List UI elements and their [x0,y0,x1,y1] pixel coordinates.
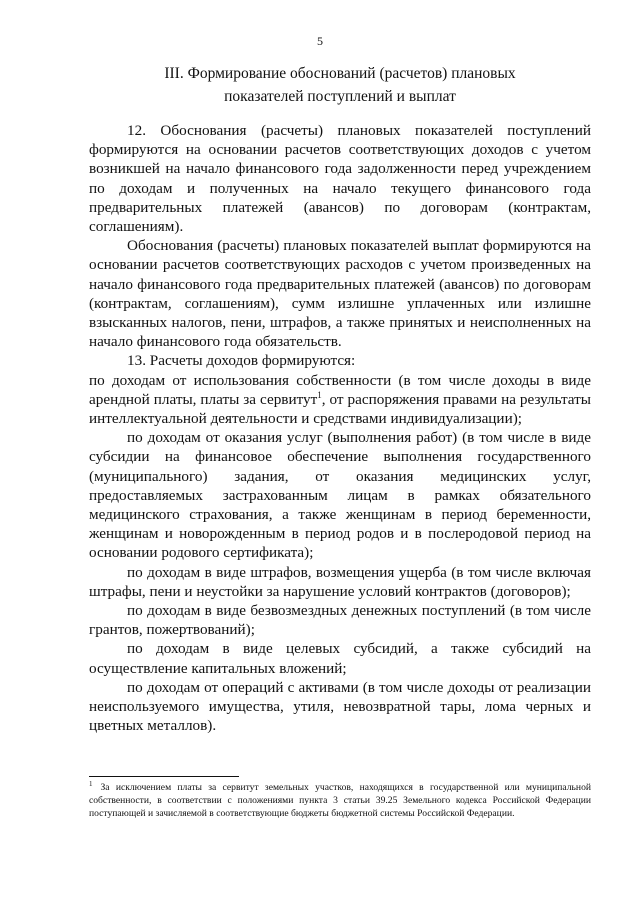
list-item-services-income: по доходам от оказания услуг (выполнения работ) (в том числе в виде субсидии на финансовое обеспечение выполнения государственного (муниципального) задания, от оказания медицинских услуг, предоставляемых застрахованным лицам в рамках обязательного медицинского страхования, а также женщинам в период беременности, женщинам и новорожденным в период родов и в послеродовой период на основании родового сертификата); [89,429,591,562]
footnote-number: 1 [89,779,93,788]
footnote [89,781,591,820]
footnote-reference[interactable]: 1 [317,389,322,400]
list-item-assets-income: по доходам от операций с активами (в том числе доходы от реализации неиспользуемого имущества, утиля, невозвратной тары, лома черных и цветных металлов). [89,678,591,735]
body-text [89,121,591,736]
section-title-line-1: III. Формирование обоснований (расчетов) плановых [164,65,516,82]
footnote-divider [89,776,239,777]
paragraph-payments: Обоснования (расчеты) плановых показателей выплат формируются на основании расчетов соответствующих расходов с учетом произведенных на начало финансового года предварительных платежей (авансов) по договорам (контрактам, соглашениям), сумм излишне уплаченных или излишне взысканных налогов, пени, штрафов, а также принятых и неисполненных на начало финансового года обязательств. [89,237,591,351]
footnote-text: За исключением платы за сервитут земельных участков, находящихся в государственной или муниципальной собственности, в соответствии с положениями пункта 3 статьи 39.25 Земельного кодекса Российской Федерации поступающей и зачисляемой в соответствующие бюджеты бюджетной системы Российской Федерации. [89,782,591,819]
paragraph-12: 12. Обоснования (расчеты) плановых показателей поступлений формируются на основании расчетов соответствующих доходов с учетом возникшей на начало финансового года задолженности перед учреждением по доходам и полученных на начало текущего финансового года предварительных платежей (авансов) по договорам (контрактам, соглашениям). [89,122,591,236]
section-title [90,62,590,108]
list-item-text-continued: , от распоряжения правами на результаты интеллектуальной деятельности и средствами индивидуализации); [89,390,591,428]
list-item-fines-income: по доходам в виде штрафов, возмещения ущерба (в том числе включая штрафы, пени и неустойки за нарушение условий контрактов (договоров); [89,563,591,600]
section-title-line-2: показателей поступлений и выплат [224,88,456,105]
list-item-grants-income: по доходам в виде безвозмездных денежных поступлений (в том числе грантов, пожертвований); [89,602,591,639]
paragraph-13: 13. Расчеты доходов формируются: [127,352,356,370]
list-item-text: по доходам от использования собственности (в том числе доходы в виде арендной платы, платы за сервитут [89,371,591,408]
list-item-property-income [89,371,591,429]
page-number: 5 [317,34,323,48]
list-item-subsidies-income: по доходам в виде целевых субсидий, а также субсидий на осуществление капитальных вложений; [89,640,591,677]
